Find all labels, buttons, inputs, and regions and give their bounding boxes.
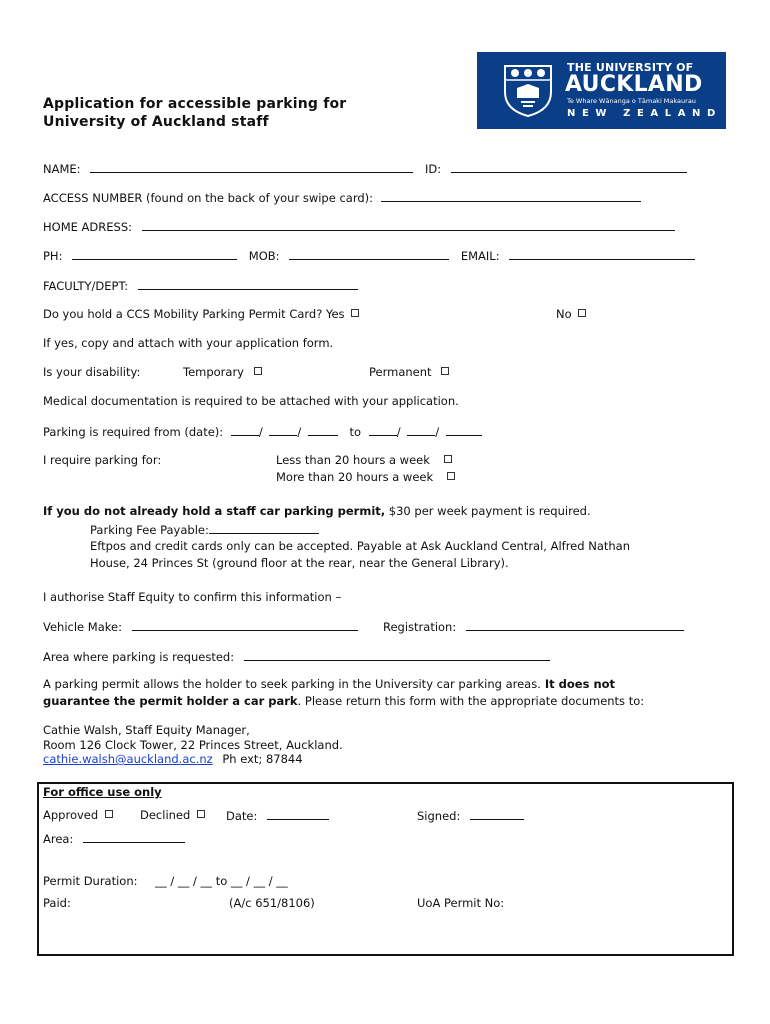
faculty-label: FACULTY/DEPT: xyxy=(43,279,129,293)
logo-line-2: AUCKLAND xyxy=(565,72,703,97)
area-requested-label: Area where parking is requested: xyxy=(43,650,235,664)
ccs-row xyxy=(43,307,359,321)
logo-line-3: Te Whare Wānanga o Tāmaki Makaurau xyxy=(567,97,696,105)
id-field[interactable] xyxy=(451,161,687,173)
office-area-label: Area: xyxy=(43,832,74,846)
ccs-no-label: No xyxy=(556,307,572,321)
contact-email-row xyxy=(43,752,303,766)
vehicle-make-row xyxy=(43,619,358,634)
medical-text: Medical documentation is required to be attached with your application. xyxy=(43,394,459,408)
form-title xyxy=(43,95,346,131)
office-date-label: Date: xyxy=(226,809,258,823)
from-day-field[interactable] xyxy=(231,424,259,436)
logo-line-4: NEW ZEALAND xyxy=(567,108,722,119)
permit-text-b: . Please return this form with the appropriate documents to: xyxy=(297,694,645,708)
name-field[interactable] xyxy=(90,161,413,173)
office-area-field[interactable] xyxy=(83,831,185,843)
ccs-no-checkbox[interactable] xyxy=(578,309,586,317)
home-label: HOME ADRESS: xyxy=(43,220,132,234)
more20-checkbox[interactable] xyxy=(447,472,455,480)
require-label: I require parking for: xyxy=(43,453,162,467)
temporary-label: Temporary xyxy=(183,365,244,379)
permit-duration-label: Permit Duration: xyxy=(43,874,138,888)
from-month-field[interactable] xyxy=(269,424,297,436)
ph-label: PH: xyxy=(43,249,63,263)
fee-row xyxy=(43,504,591,518)
parking-from-label: Parking is required from (date): xyxy=(43,425,224,439)
access-label: ACCESS NUMBER (found on the back of your swipe card): xyxy=(43,191,374,205)
logo-line-1: THE UNIVERSITY OF xyxy=(567,61,694,74)
signed-field[interactable] xyxy=(470,808,524,820)
faculty-field[interactable] xyxy=(138,278,358,290)
approved-label: Approved xyxy=(43,808,99,822)
home-row xyxy=(43,219,675,234)
mob-field[interactable] xyxy=(289,248,449,260)
permit-text-a: A parking permit allows the holder to seek parking in the University car parking areas. xyxy=(43,677,541,691)
declined-checkbox[interactable] xyxy=(197,810,205,818)
home-address-field[interactable] xyxy=(142,219,675,231)
permit-bold-a: It does not xyxy=(540,677,616,691)
declined-option xyxy=(140,808,205,822)
contact-name: Cathie Walsh, Staff Equity Manager, xyxy=(43,723,250,737)
disability-label: Is your disability: xyxy=(43,365,141,379)
permanent-checkbox[interactable] xyxy=(441,367,449,375)
name-row xyxy=(43,161,413,176)
account-text: (A/c 651/8106) xyxy=(229,896,315,910)
eftpos-line-2: House, 24 Princes St (ground floor at the rear, near the General Library). xyxy=(90,556,509,570)
fee-payable-field[interactable] xyxy=(209,522,319,534)
permit-bold-b: guarantee the permit holder a car park xyxy=(43,694,298,708)
to-label: to xyxy=(349,425,362,439)
fee-bold-text: If you do not already hold a staff car parking permit, xyxy=(43,504,386,518)
less20-label: Less than 20 hours a week xyxy=(276,453,430,467)
to-month-field[interactable] xyxy=(407,424,435,436)
temporary-option xyxy=(183,365,262,379)
more20-label: More than 20 hours a week xyxy=(276,470,434,484)
if-yes-text: If yes, copy and attach with your application form. xyxy=(43,336,334,350)
email-label: EMAIL: xyxy=(460,249,500,263)
approved-checkbox[interactable] xyxy=(105,810,113,818)
vehicle-make-label: Vehicle Make: xyxy=(43,620,122,634)
to-year-field[interactable] xyxy=(446,424,482,436)
to-day-field[interactable] xyxy=(369,424,397,436)
permit-duration-slots[interactable]: __ / __ / __ to __ / __ / __ xyxy=(155,874,288,888)
title-line-1: Application for accessible parking for xyxy=(43,96,347,112)
id-label: ID: xyxy=(425,162,442,176)
crest-icon xyxy=(501,62,555,118)
registration-row xyxy=(383,619,684,634)
authorise-text: I authorise Staff Equity to confirm this information – xyxy=(43,590,342,604)
area-requested-row xyxy=(43,649,550,664)
contact-phone: Ph ext; 87844 xyxy=(222,752,303,766)
signed-row xyxy=(417,808,524,823)
mob-label: MOB: xyxy=(248,249,280,263)
more20-option xyxy=(276,470,455,484)
access-number-field[interactable] xyxy=(381,190,641,202)
ccs-no-row xyxy=(556,307,586,321)
email-field[interactable] xyxy=(509,248,695,260)
area-requested-field[interactable] xyxy=(244,649,550,661)
access-row xyxy=(43,190,641,205)
office-area-row xyxy=(43,831,185,846)
ccs-yes-checkbox[interactable] xyxy=(351,309,359,317)
permit-no-label: UoA Permit No: xyxy=(417,896,505,910)
from-year-field[interactable] xyxy=(308,424,338,436)
less20-checkbox[interactable] xyxy=(444,455,452,463)
permanent-label: Permanent xyxy=(369,365,432,379)
university-logo xyxy=(477,52,726,129)
name-label: NAME: xyxy=(43,162,81,176)
eftpos-line-1: Eftpos and credit cards only can be accepted. Payable at Ask Auckland Central, Alfred Nathan xyxy=(90,539,630,553)
signed-label: Signed: xyxy=(417,809,461,823)
faculty-row xyxy=(43,278,358,293)
ccs-question: Do you hold a CCS Mobility Parking Permit Card? Yes xyxy=(43,307,345,321)
declined-label: Declined xyxy=(140,808,191,822)
title-line-2: University of Auckland staff xyxy=(43,114,269,130)
office-date-row xyxy=(226,808,329,823)
registration-label: Registration: xyxy=(383,620,457,634)
contact-email-link[interactable]: cathie.walsh@auckland.ac.nz xyxy=(43,752,213,766)
registration-field[interactable] xyxy=(466,619,684,631)
fee-rest-text: $30 per week payment is required. xyxy=(385,504,591,518)
temporary-checkbox[interactable] xyxy=(254,367,262,375)
id-row xyxy=(425,161,687,176)
vehicle-make-field[interactable] xyxy=(132,619,358,631)
fee-payable-label: Parking Fee Payable: xyxy=(90,523,209,537)
parking-date-row: Parking is required from (date): / / to / / xyxy=(43,424,482,439)
fee-payable-row xyxy=(90,522,319,537)
paid-label: Paid: xyxy=(43,896,71,910)
contact-address: Room 126 Clock Tower, 22 Princes Street, Auckland. xyxy=(43,738,343,752)
office-use-title: For office use only xyxy=(43,785,162,799)
approved-option xyxy=(43,808,113,822)
office-date-field[interactable] xyxy=(267,808,329,820)
ph-field[interactable] xyxy=(72,248,237,260)
permit-notice-line-1 xyxy=(43,677,615,691)
permit-notice-line-2 xyxy=(43,694,644,708)
permanent-option xyxy=(369,365,449,379)
less20-option xyxy=(276,453,452,467)
permit-duration-row xyxy=(43,874,288,888)
contact-row xyxy=(43,248,695,263)
